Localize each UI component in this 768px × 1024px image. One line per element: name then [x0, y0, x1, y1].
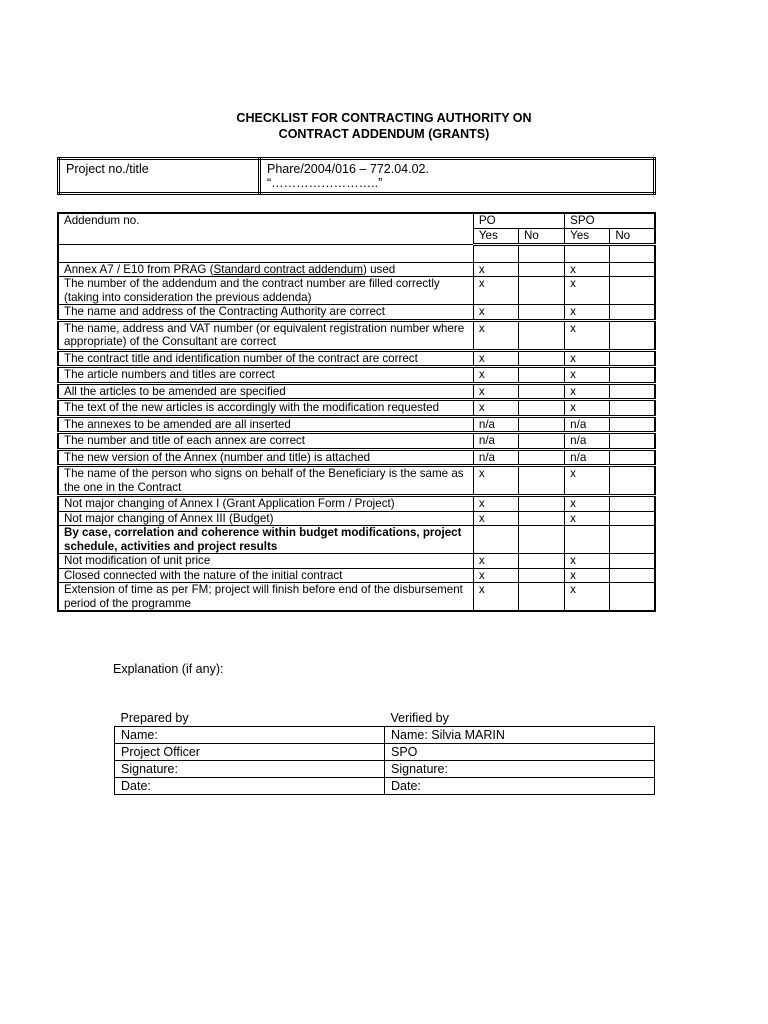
checklist-item-section: By case, correlation and coherence within budget modifications, project schedule, activities and project results — [58, 526, 473, 554]
spo-no-cell — [610, 320, 655, 350]
checklist-item: Annex A7 / E10 from PRAG (Standard contract addendum) used — [58, 262, 473, 277]
checklist-row — [58, 320, 655, 350]
checklist-row — [58, 554, 655, 569]
po-yes-header: Yes — [473, 229, 518, 245]
po-no-cell — [519, 526, 565, 554]
checklist-item: The new version of the Annex (number and title) is attached — [58, 449, 473, 466]
po-yes-cell — [473, 526, 518, 554]
spo-yes-cell: x — [565, 583, 610, 612]
checklist-row — [58, 511, 655, 526]
po-no-cell — [519, 350, 565, 367]
po-yes-cell: x — [473, 568, 518, 583]
checklist-item: The text of the new articles is accordingly with the modification requested — [58, 400, 473, 417]
po-no-cell — [519, 367, 565, 384]
checklist-table — [57, 212, 656, 612]
spo-no-cell — [610, 449, 655, 466]
po-yes-cell: x — [473, 583, 518, 612]
checklist-item: Extension of time as per FM; project will finish before end of the disbursement period of the programme — [58, 583, 473, 612]
po-yes-cell: x — [473, 367, 518, 384]
po-no-cell — [519, 262, 565, 277]
spo-yes-cell: x — [565, 367, 610, 384]
po-no-cell — [519, 383, 565, 400]
po-yes-cell: x — [473, 305, 518, 321]
title-line-2: CONTRACT ADDENDUM (GRANTS) — [278, 127, 490, 141]
title-line-1: CHECKLIST FOR CONTRACTING AUTHORITY ON — [236, 111, 532, 125]
spo-no-cell — [610, 568, 655, 583]
signoff-table — [114, 710, 655, 795]
project-value — [260, 159, 655, 194]
checklist-item: Not major changing of Annex III (Budget) — [58, 511, 473, 526]
spo-yes-cell: n/a — [565, 449, 610, 466]
po-no-cell — [519, 416, 565, 433]
po-yes-cell: x — [473, 466, 518, 496]
po-yes-cell: x — [473, 554, 518, 569]
spo-yes-cell: x — [565, 568, 610, 583]
spo-header: SPO — [565, 213, 655, 229]
standard-contract-addendum-ref: Standard contract addendum — [213, 262, 364, 276]
spo-no-cell — [610, 416, 655, 433]
spo-yes-cell: x — [565, 262, 610, 277]
checklist-item: All the articles to be amended are specified — [58, 383, 473, 400]
spo-no-cell — [610, 466, 655, 496]
po-yes-cell: n/a — [473, 416, 518, 433]
checklist-row — [58, 449, 655, 466]
checklist-item: The contract title and identification number of the contract are correct — [58, 350, 473, 367]
checklist-row — [58, 262, 655, 277]
spo-no-cell — [610, 400, 655, 417]
checklist-row — [58, 416, 655, 433]
spo-no-cell — [610, 433, 655, 450]
po-no-cell — [519, 568, 565, 583]
po-yes-cell: x — [473, 350, 518, 367]
checklist-row — [58, 305, 655, 321]
spo-yes-cell: x — [565, 466, 610, 496]
checklist-item: Not major changing of Annex I (Grant Application Form / Project) — [58, 496, 473, 512]
po-no-cell — [519, 449, 565, 466]
po-yes-cell: x — [473, 383, 518, 400]
checklist-item: The name of the person who signs on behalf of the Beneficiary is the same as the one in the Contract — [58, 466, 473, 496]
spo-yes-cell: x — [565, 554, 610, 569]
spo-no-cell — [610, 383, 655, 400]
spo-no-cell — [610, 305, 655, 321]
explanation-label: Explanation (if any): — [113, 662, 224, 676]
po-yes-cell: n/a — [473, 433, 518, 450]
po-yes-cell: x — [473, 320, 518, 350]
spo-yes-cell: x — [565, 496, 610, 512]
checklist-item: The name and address of the Contracting Authority are correct — [58, 305, 473, 321]
spo-no-cell — [610, 262, 655, 277]
project-value-line-2: “……………………..” — [267, 176, 383, 190]
checklist-item: Not modification of unit price — [58, 554, 473, 569]
project-value-line-1: Phare/2004/016 – 772.04.02. — [267, 162, 429, 176]
spo-yes-cell: n/a — [565, 416, 610, 433]
checklist-item: The number of the addendum and the contract number are filled correctly (taking into consideration the previous addenda) — [58, 277, 473, 305]
spo-no-cell — [610, 367, 655, 384]
signature-right: Signature: — [385, 761, 655, 778]
po-no-cell — [519, 466, 565, 496]
spacer-cell — [58, 244, 473, 262]
checklist-row — [58, 400, 655, 417]
spo-yes-cell: x — [565, 400, 610, 417]
checklist-row — [58, 568, 655, 583]
po-no-cell — [519, 400, 565, 417]
addendum-label: Addendum no. — [58, 213, 473, 244]
spo-yes-cell: n/a — [565, 433, 610, 450]
po-yes-cell: x — [473, 400, 518, 417]
date-right: Date: — [385, 778, 655, 795]
checklist-row — [58, 277, 655, 305]
checklist-item: Closed connected with the nature of the initial contract — [58, 568, 473, 583]
checklist-item: The article numbers and titles are correct — [58, 367, 473, 384]
name-left: Name: — [115, 727, 385, 744]
document-title — [0, 110, 768, 142]
checklist-item: The annexes to be amended are all inserted — [58, 416, 473, 433]
spo-yes-cell: x — [565, 277, 610, 305]
po-no-header: No — [519, 229, 565, 245]
po-no-cell — [519, 277, 565, 305]
spo-no-cell — [610, 554, 655, 569]
spo-yes-cell: x — [565, 350, 610, 367]
po-no-cell — [519, 433, 565, 450]
spo-yes-cell — [565, 526, 610, 554]
po-no-cell — [519, 320, 565, 350]
po-yes-cell: n/a — [473, 449, 518, 466]
po-yes-cell: x — [473, 277, 518, 305]
spo-no-cell — [610, 350, 655, 367]
checklist-row — [58, 496, 655, 512]
po-no-cell — [519, 583, 565, 612]
spo-yes-header: Yes — [565, 229, 610, 245]
checklist-row — [58, 583, 655, 612]
spo-no-cell — [610, 511, 655, 526]
po-yes-cell: x — [473, 262, 518, 277]
checklist-item: The number and title of each annex are correct — [58, 433, 473, 450]
po-no-cell — [519, 305, 565, 321]
spo-yes-cell: x — [565, 511, 610, 526]
checklist-row — [58, 466, 655, 496]
po-header: PO — [473, 213, 564, 229]
prepared-by-label: Prepared by — [120, 711, 189, 725]
spo-no-cell — [610, 496, 655, 512]
spo-yes-cell: x — [565, 305, 610, 321]
po-yes-cell: x — [473, 511, 518, 526]
checklist-row — [58, 350, 655, 367]
po-yes-cell: x — [473, 496, 518, 512]
verified-by-label: Verified by — [390, 711, 449, 725]
spo-no-header: No — [610, 229, 655, 245]
checklist-row — [58, 383, 655, 400]
checklist-row — [58, 367, 655, 384]
spo-no-cell — [610, 277, 655, 305]
role-right: SPO — [385, 744, 655, 761]
spo-yes-cell: x — [565, 320, 610, 350]
spo-yes-cell: x — [565, 383, 610, 400]
po-no-cell — [519, 554, 565, 569]
checklist-row — [58, 526, 655, 554]
role-left: Project Officer — [115, 744, 385, 761]
checklist-row — [58, 433, 655, 450]
spo-no-cell — [610, 583, 655, 612]
signature-left: Signature: — [115, 761, 385, 778]
project-table — [57, 157, 656, 195]
project-label: Project no./title — [59, 159, 260, 194]
name-right: Name: Silvia MARIN — [385, 727, 655, 744]
date-left: Date: — [115, 778, 385, 795]
spo-no-cell — [610, 526, 655, 554]
checklist-item: The name, address and VAT number (or equivalent registration number where appropriate) of the Consultant are correct — [58, 320, 473, 350]
po-no-cell — [519, 496, 565, 512]
po-no-cell — [519, 511, 565, 526]
